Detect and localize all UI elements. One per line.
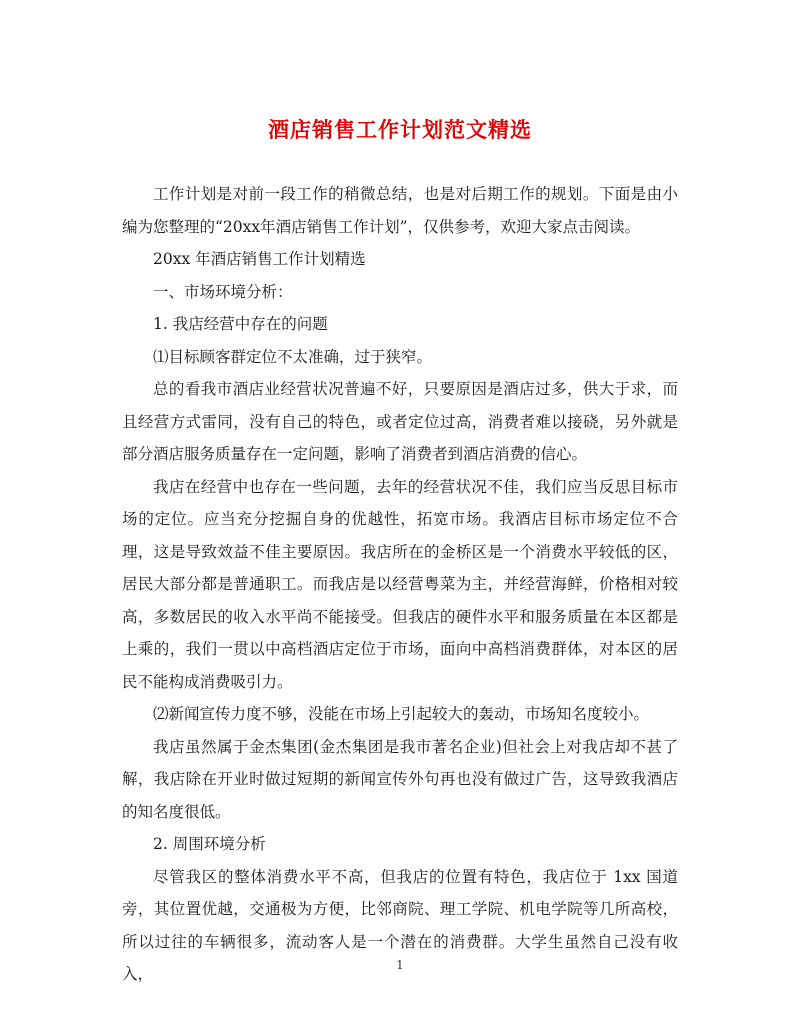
body-paragraph: 总的看我市酒店业经营状况普遍不好，只要原因是酒店过多，供大于求，而且经营方式雷同，没有自己的特色，或者定位过高，消费者难以接硗，另外就是部分酒店服务质量存在一定问题，影响了消费者到酒店消费的信心。 [122,380,678,463]
body-paragraph: 尽管我区的整体消费水平不高，但我店的位置有特色，我店位于 1xx 国道旁，其位置优越，交通极为方便，比邻商院、理工学院、机电学院等几所高校，所以过往的车辆很多，流动客人是一个潜在的消费群。大学生虽然自己没有收入， [122,867,678,983]
intro-paragraph: 工作计划是对前一段工作的稍微总结，也是对后期工作的规划。下面是由小编为您整理的“20xx年酒店销售工作计划”，仅供参考，欢迎大家点击阅读。 [122,185,678,236]
document-body [122,178,678,991]
document-title: 酒店销售工作计划范文精选 [268,117,532,142]
list-item: ⑵新闻宣传力度不够，没能在市场上引起较大的轰动，市场知名度较小。 [153,705,650,723]
subsection-heading: 1. 我店经营中存在的问题 [153,315,328,333]
section-heading: 20xx 年酒店销售工作计划精选 [153,250,366,268]
body-paragraph: 我店在经营中也存在一些问题，去年的经营状况不佳，我们应当反思目标市场的定位。应当充分挖掘自身的优越性，拓宽市场。我酒店目标市场定位不合理，这是导致效益不佳主要原因。我店所在的金桥区是一个消费水平较低的区，居民大部分都是普通职工。而我店是以经营粤菜为主，并经营海鲜，价格相对较高，多数居民的收入水平尚不能接受。但我店的硬件水平和服务质量在本区都是上乘的，我们一贯以中高档酒店定位于市场，面向中高档消费群体，对本区的居民不能构成消费吸引力。 [122,477,678,691]
subsection-heading: 2. 周围环境分析 [153,835,266,853]
page-number: 1 [396,958,404,972]
list-item: ⑴目标顾客群定位不太准确，过于狭窄。 [153,347,433,366]
section-heading: 一、市场环境分析： [153,282,293,301]
body-paragraph: 我店虽然属于金杰集团(金杰集团是我市著名企业)但社会上对我店却不甚了解，我店除在开业时做过短期的新闻宣传外句再也没有做过广告，这导致我酒店的知名度很低。 [122,737,678,821]
